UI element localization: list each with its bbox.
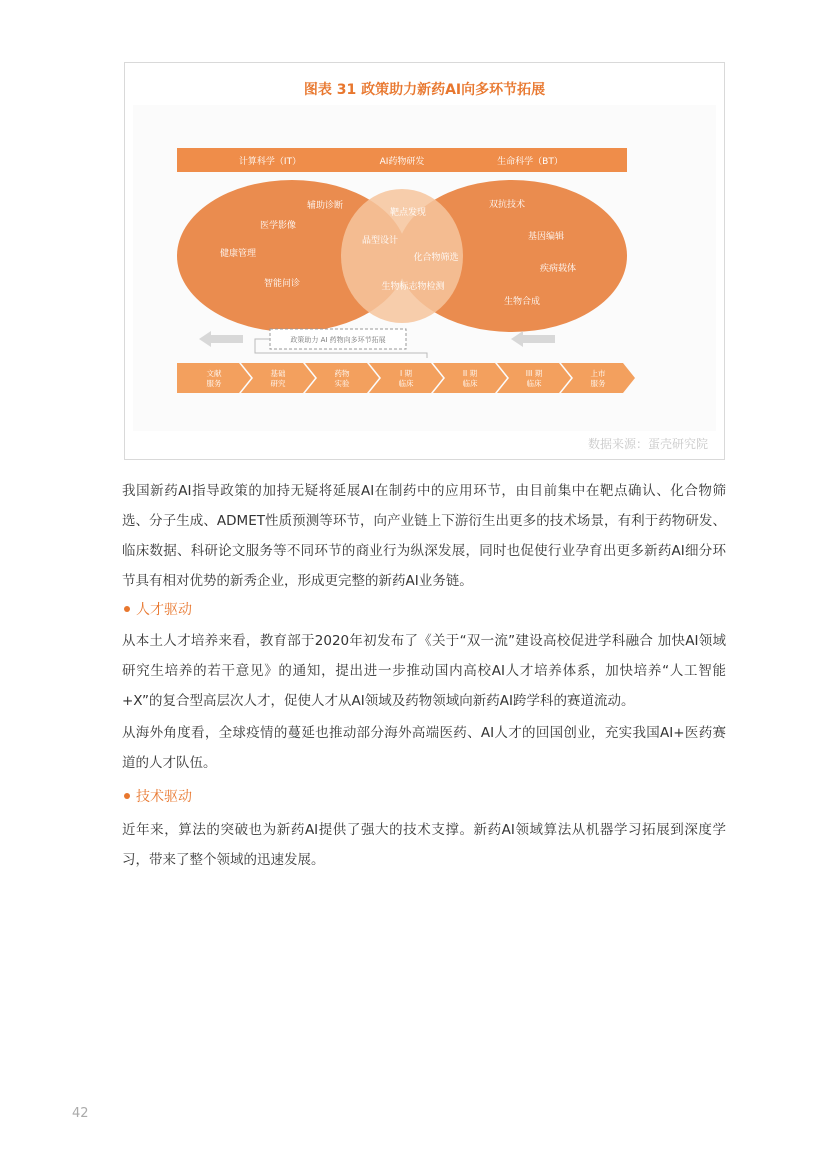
chevron-step-label: 基础	[270, 369, 286, 378]
center-item-1: 靶点发现	[389, 208, 427, 218]
paragraph-1: 我国新药AI指导政策的加持无疑将延展AI在制药中的应用环节，由目前集中在靶点确认、化合物筛选、分子生成、ADMET性质预测等环节，向产业链上下游衍生出更多的技术场景，有利于药物研发、临床数据、科研论文服务等不同环节的商业行为纵深发展，同时也促使行业孕育出更多新药AI细分环节具有相对优势的新秀企业，形成更完整的新药AI业务链。	[122, 483, 726, 589]
bullet-dot-icon	[124, 793, 130, 799]
chevron-step	[241, 363, 315, 393]
page-number: 42	[72, 1106, 89, 1121]
right-item-3: 疾病载体	[539, 264, 577, 274]
right-item-1: 双抗技术	[488, 200, 526, 210]
top-bar-label-bt: 生命科学（BT）	[497, 157, 563, 167]
paragraph-3: 从海外角度看，全球疫情的蔓延也推动部分海外高端医药、AI人才的回国创业，充实我国AI+医药赛道的人才队伍。	[122, 725, 726, 771]
chevron-step-label: 临床	[462, 379, 478, 388]
chevron-step	[305, 363, 379, 393]
left-item-4: 智能问诊	[263, 279, 301, 289]
left-arrow-icon	[199, 331, 243, 347]
right-item-2: 基因编辑	[527, 232, 565, 242]
left-item-3: 健康管理	[219, 249, 257, 259]
right-arrow-icon	[511, 331, 555, 347]
center-item-4: 生物标志物检测	[381, 282, 445, 292]
figure-source: 数据来源：蛋壳研究院	[587, 437, 708, 451]
policy-label: 政策助力 AI 药物向多环节拓展	[290, 336, 386, 344]
center-item-3: 化合物筛选	[413, 253, 459, 263]
chevron-step-label: 药物	[334, 369, 350, 378]
right-item-4: 生物合成	[503, 297, 541, 307]
bullet-dot-icon	[124, 606, 130, 612]
process-chevrons	[177, 363, 635, 393]
section-heading-tech	[124, 786, 192, 806]
chevron-step-label: 服务	[206, 379, 222, 388]
chevron-step	[177, 363, 251, 393]
chevron-step	[561, 363, 635, 393]
chevron-step-label: 上市	[590, 369, 606, 378]
chevron-step-label: II 期	[462, 369, 478, 378]
policy-diagram	[125, 63, 726, 461]
paragraph-4: 近年来，算法的突破也为新药AI提供了强大的技术支撑。新药AI领域算法从机器学习拓展到深度学习，带来了整个领域的迅速发展。	[122, 822, 726, 868]
top-bar-label-it: 计算科学（IT）	[238, 157, 302, 167]
chevron-step-label: III 期	[525, 369, 543, 378]
chevron-step-label: 实验	[334, 379, 350, 388]
chevron-step-label: 研究	[270, 379, 286, 388]
center-item-2: 晶型设计	[361, 236, 399, 246]
section-heading-text: 人才驱动	[136, 602, 192, 618]
section-heading-text: 技术驱动	[136, 789, 192, 805]
paragraph-2: 从本土人才培养来看，教育部于2020年初发布了《关于“双一流”建设高校促进学科融合 加快AI领域研究生培养的若干意见》的通知，提出进一步推动国内高校AI人才培养体系，加快培养“人工智能+X”的复合型高层次人才，促使人才从AI领域及药物领域向新药AI跨学科的赛道流动。	[122, 633, 726, 709]
left-item-2: 医学影像	[259, 221, 297, 231]
chevron-step-label: 文献	[206, 369, 222, 378]
chevron-step-label: 临床	[398, 379, 414, 388]
chevron-step	[497, 363, 571, 393]
chevron-step-label: I 期	[399, 369, 413, 378]
figure-title: 图表 31 政策助力新药AI向多环节拓展	[303, 82, 546, 98]
chevron-step-label: 临床	[526, 379, 542, 388]
left-item-1: 辅助诊断	[306, 201, 344, 211]
section-heading-talent	[124, 599, 192, 619]
chevron-step	[369, 363, 443, 393]
figure-box	[124, 62, 725, 460]
chevron-step-label: 服务	[590, 379, 606, 388]
top-bar-label-ai: AI药物研发	[379, 157, 425, 167]
chevron-step	[433, 363, 507, 393]
